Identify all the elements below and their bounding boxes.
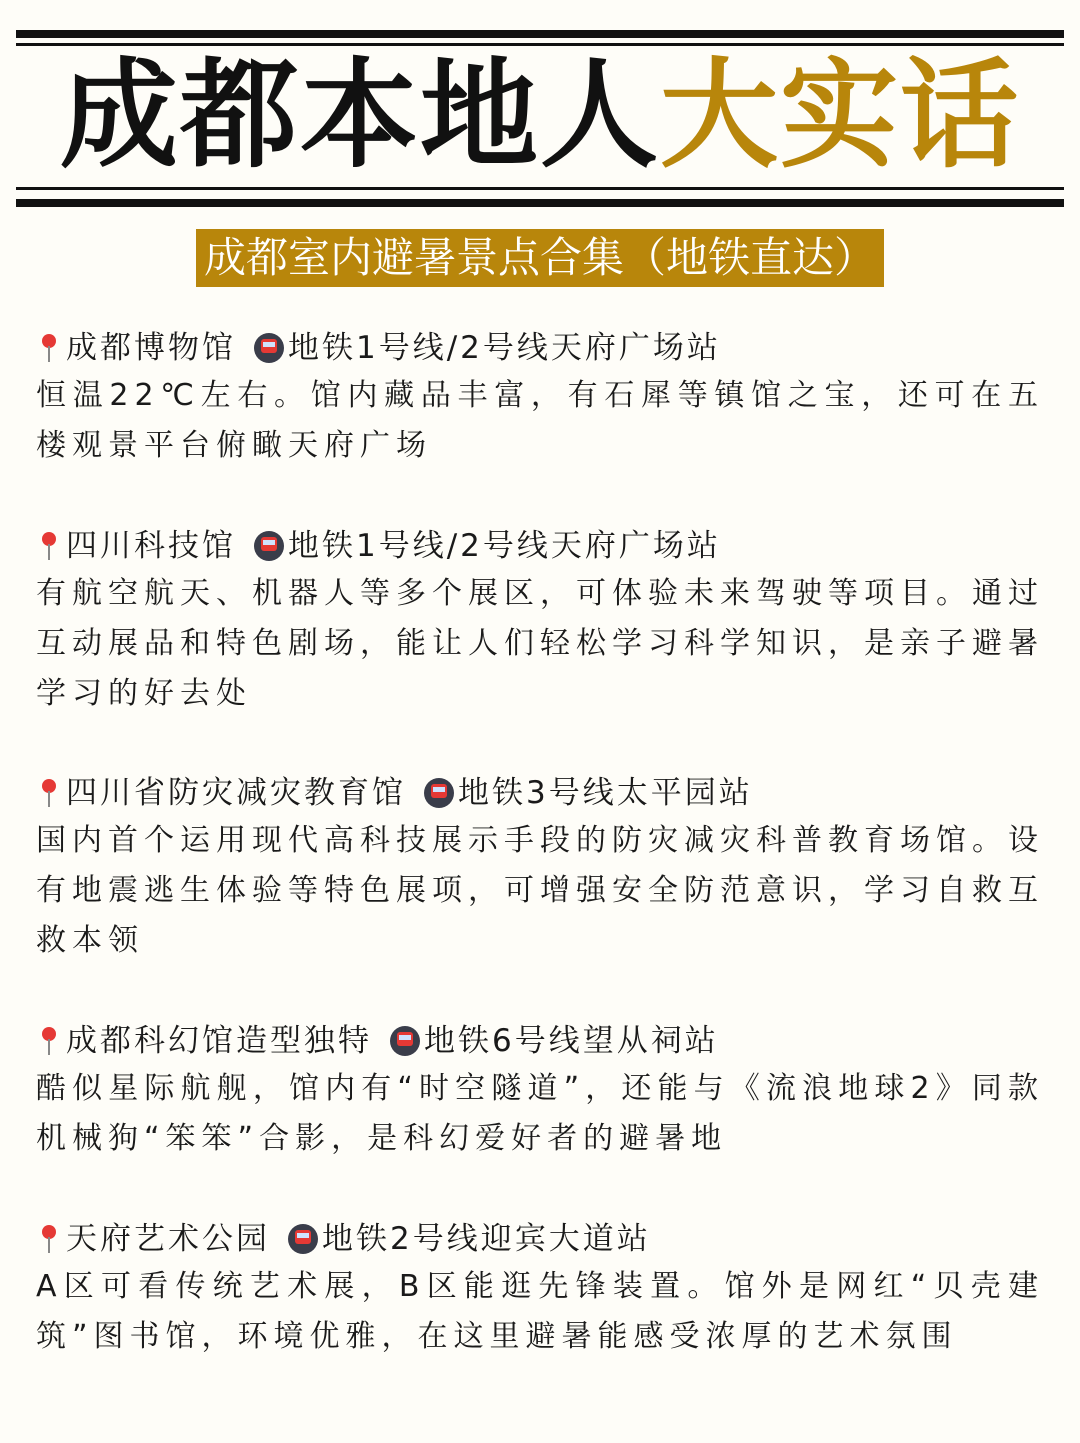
entry-5 bbox=[36, 1216, 1044, 1362]
location-pin-icon bbox=[36, 528, 66, 568]
location-pin-icon bbox=[36, 1221, 66, 1261]
entry-head bbox=[36, 523, 1044, 569]
entry-name: 四川省防灾减灾教育馆 bbox=[66, 775, 406, 811]
entry-3 bbox=[36, 770, 1044, 966]
entry-name: 成都科幻馆造型独特 bbox=[66, 1023, 372, 1059]
entry-head bbox=[36, 1216, 1044, 1262]
entry-head bbox=[36, 770, 1044, 816]
entry-desc: 恒温22℃左右。馆内藏品丰富，有石犀等镇馆之宝，还可在五楼观景平台俯瞰天府广场 bbox=[36, 378, 1044, 463]
entry-desc: 酷似星际航舰，馆内有“时空隧道”，还能与《流浪地球2》同款机械狗“笨笨”合影，是科幻爱好者的避暑地 bbox=[36, 1071, 1044, 1156]
title-black: 成都本地人 bbox=[59, 46, 660, 184]
entry-metro: 地铁1号线/2号线天府广场站 bbox=[288, 330, 721, 366]
subtitle-wrap bbox=[0, 229, 1080, 287]
location-pin-icon bbox=[36, 1023, 66, 1063]
entry-head bbox=[36, 325, 1044, 371]
entry-name: 天府艺术公园 bbox=[66, 1221, 270, 1257]
entry-2 bbox=[36, 523, 1044, 719]
top-rule-thick bbox=[16, 30, 1064, 38]
entry-head bbox=[36, 1018, 1044, 1064]
entry-metro: 地铁3号线太平园站 bbox=[458, 775, 753, 811]
entry-metro: 地铁1号线/2号线天府广场站 bbox=[288, 528, 721, 564]
metro-icon bbox=[254, 333, 284, 363]
entry-metro: 地铁2号线迎宾大道站 bbox=[322, 1221, 651, 1257]
entry-desc: 国内首个运用现代高科技展示手段的防灾减灾科普教育场馆。设有地震逃生体验等特色展项，可增强安全防范意识，学习自救互救本领 bbox=[36, 823, 1044, 958]
metro-icon bbox=[288, 1224, 318, 1254]
location-pin-icon bbox=[36, 330, 66, 370]
metro-icon bbox=[390, 1026, 420, 1056]
metro-icon bbox=[254, 531, 284, 561]
entry-desc: A区可看传统艺术展，B区能逛先锋装置。馆外是网红“贝壳建筑”图书馆，环境优雅，在这里避暑能感受浓厚的艺术氛围 bbox=[36, 1269, 1044, 1354]
subtitle-banner: 成都室内避暑景点合集（地铁直达） bbox=[196, 229, 884, 287]
entry-name: 四川科技馆 bbox=[66, 528, 236, 564]
entry-name: 成都博物馆 bbox=[66, 330, 236, 366]
metro-icon bbox=[424, 778, 454, 808]
title-gold: 大实话 bbox=[660, 46, 1021, 184]
entry-1 bbox=[36, 325, 1044, 471]
entry-4 bbox=[36, 1018, 1044, 1164]
entry-metro: 地铁6号线望从祠站 bbox=[424, 1023, 719, 1059]
location-pin-icon bbox=[36, 775, 66, 815]
entry-desc: 有航空航天、机器人等多个展区，可体验未来驾驶等项目。通过互动展品和特色剧场，能让人们轻松学习科学知识，是亲子避暑学习的好去处 bbox=[36, 576, 1044, 711]
bottom-rule-thin bbox=[16, 187, 1064, 190]
page-title bbox=[16, 46, 1064, 184]
bottom-rule-thick bbox=[16, 199, 1064, 207]
